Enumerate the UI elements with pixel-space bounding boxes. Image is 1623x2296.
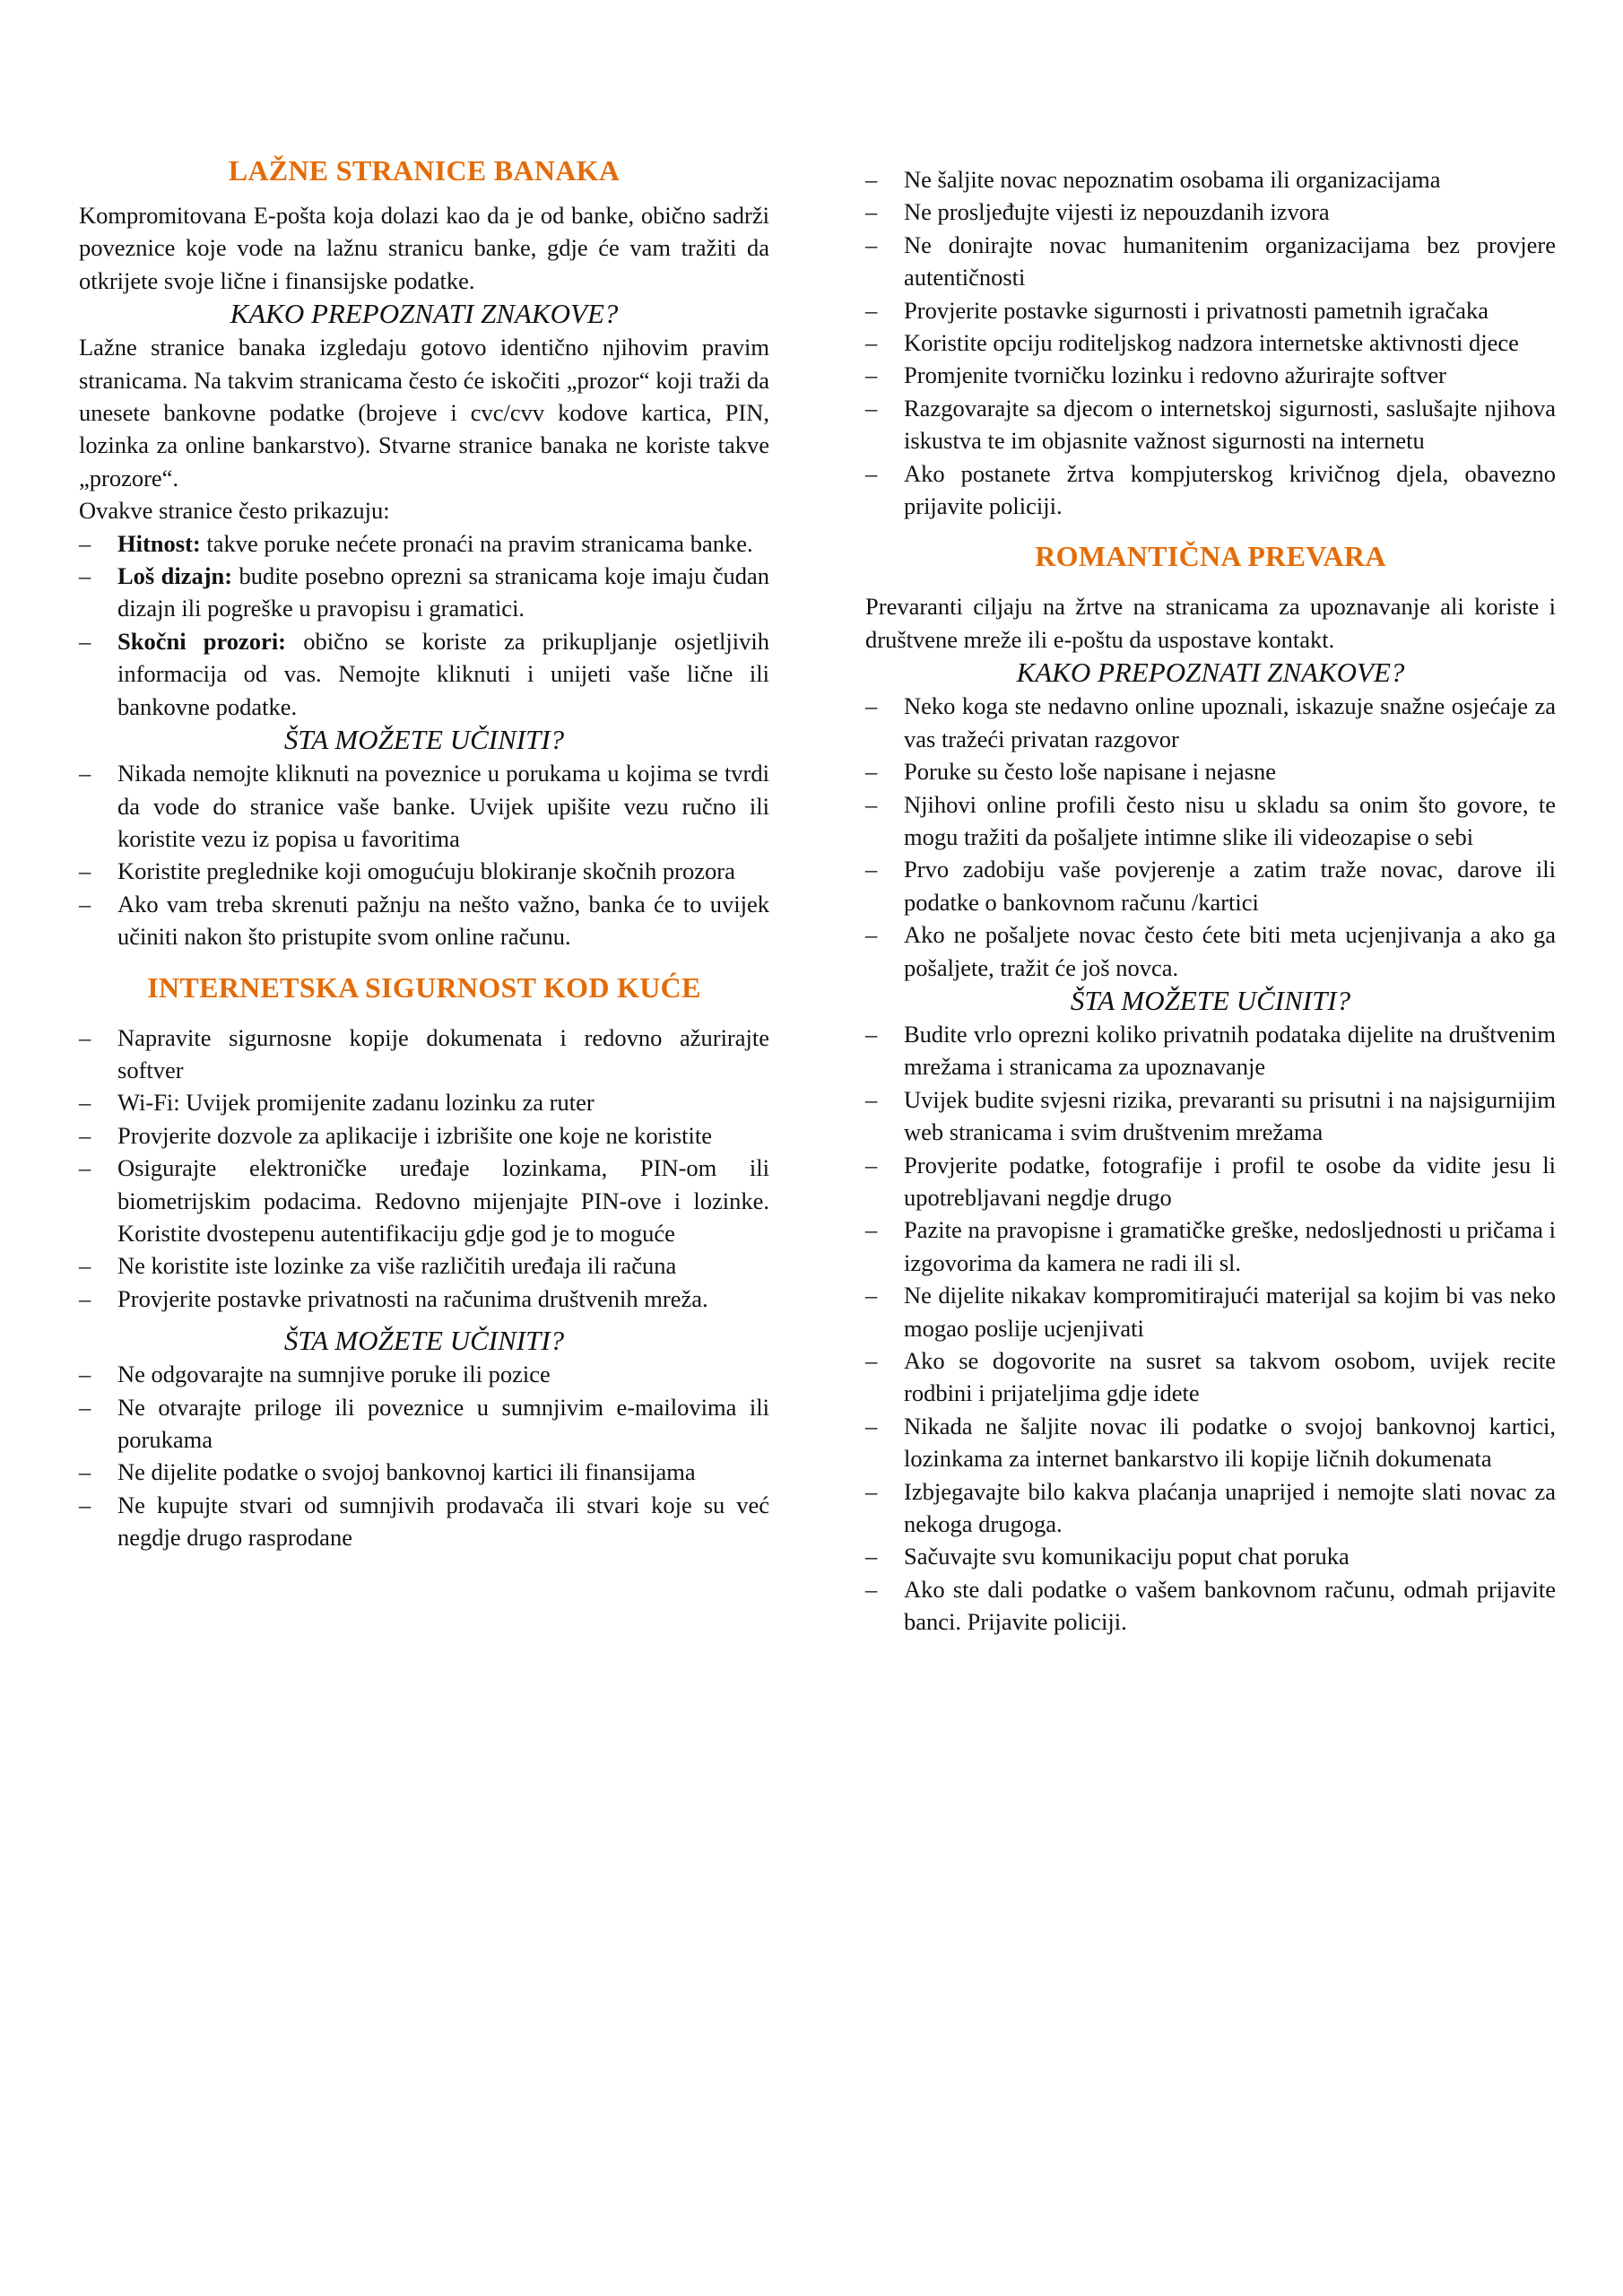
list-item: – Ne dijelite nikakav kompromitirajući materijal sa kojim bi vas neko mogao poslije ucjenjivati <box>865 1279 1556 1344</box>
fake-bank-intro: Kompromitovana E-pošta koja dolazi kao da je od banke, obično sadrži poveznice koje vode na lažnu stranicu banke, gdje će vam tražiti da otkrijete svoje lične i finansijske podatke. <box>79 202 769 294</box>
list-item: – Ne odgovarajte na sumnjive poruke ili pozice <box>79 1358 769 1390</box>
list-item: – Budite vrlo oprezni koliko privatnih podataka dijelite na društvenim mrežama i stranicama za upoznavanje <box>865 1018 1556 1083</box>
term-label: Loš dizajn: <box>117 562 233 590</box>
fake-bank-what-list <box>79 757 769 952</box>
list-item: – Ako postanete žrtva kompjuterskog krivičnog djela, obavezno prijavite policiji. <box>865 457 1556 523</box>
left-column <box>79 151 769 1554</box>
list-item: – Provjerite podatke, fotografije i profil te osobe da vidite jesu li upotrebljavani negdje drugo <box>865 1149 1556 1214</box>
list-item: – Izbjegavajte bilo kakva plaćanja unaprijed i nemojte slati novac za nekoga drugoga. <box>865 1475 1556 1541</box>
list-item: – Ne otvarajte priloge ili poveznice u sumnjivim e-mailovima ili porukama <box>79 1391 769 1457</box>
fake-bank-signs-heading: KAKO PREPOZNATI ZNAKOVE? <box>230 298 619 330</box>
home-security-what-list <box>79 1358 769 1553</box>
list-item: – Uvijek budite svjesni rizika, prevaranti su prisutni i na najsigurnijim web stranicama i svim društvenim mrežama <box>865 1083 1556 1149</box>
list-item <box>79 625 769 723</box>
list-item: – Ne prosljeđujte vijesti iz nepouzdanih izvora <box>865 196 1556 228</box>
list-item: – Nikada nemojte kliknuti na poveznice u porukama u kojima se tvrdi da vode do stranice vaše banke. Uvijek upišite vezu ručno ili koristite vezu iz popisa u favoritima <box>79 757 769 855</box>
list-item: – Koristite preglednike koji omogućuju blokiranje skočnih prozora <box>79 855 769 887</box>
list-item: – Ne šaljite novac nepoznatim osobama ili organizacijama <box>865 163 1556 196</box>
term-label: Hitnost: <box>117 529 201 557</box>
home-security-what-heading: ŠTA MOŽETE UČINITI? <box>283 1325 565 1357</box>
list-item: – Ako se dogovorite na susret sa takvom osobom, uvijek recite rodbini i prijateljima gdje idete <box>865 1344 1556 1410</box>
continued-list <box>865 163 1556 522</box>
list-item: – Provjerite postavke sigurnosti i privatnosti pametnih igračaka <box>865 294 1556 326</box>
list-item: – Razgovarajte sa djecom o internetskoj sigurnosti, saslušajte njihova iskustva te im objasnite važnost sigurnosti na internetu <box>865 392 1556 457</box>
list-item: – Pazite na pravopisne i gramatičke greške, nedosljednosti u pričama i izgovorima da kamera ne radi ili sl. <box>865 1213 1556 1279</box>
home-security-list <box>79 1022 769 1316</box>
list-item: – Ako ste dali podatke o vašem bankovnom računu, odmah prijavite banci. Prijavite policiji. <box>865 1573 1556 1639</box>
list-item: – Napravite sigurnosne kopije dokumenata i redovno ažurirajte softver <box>79 1022 769 1087</box>
list-item: – Osigurajte elektroničke uređaje lozinkama, PIN-om ili biometrijskim podacima. Redovno mijenjajte PIN-ove i lozinke. Koristite dvostepenu autentifikaciju gdje god je to moguće <box>79 1152 769 1249</box>
term-text: takve poruke nećete pronaći na pravim stranicama banke. <box>200 529 753 557</box>
list-item: – Sačuvajte svu komunikaciju poput chat poruka <box>865 1540 1556 1572</box>
list-item: – Prvo zadobiju vaše povjerenje a zatim traže novac, darove ili podatke o bankovnom računu /kartici <box>865 853 1556 918</box>
list-item: – Promjenite tvorničku lozinku i redovno ažurirajte softver <box>865 359 1556 391</box>
romance-signs-list <box>865 690 1556 984</box>
fake-bank-what-heading: ŠTA MOŽETE UČINITI? <box>283 724 565 756</box>
list-item: – Koristite opciju roditeljskog nadzora internetske aktivnosti djece <box>865 326 1556 359</box>
list-item: – Wi-Fi: Uvijek promijenite zadanu lozinku za ruter <box>79 1086 769 1118</box>
romance-intro: Prevaranti ciljaju na žrtve na stranicama za upoznavanje ali koriste i društvene mreže ili e-poštu da uspostave kontakt. <box>865 593 1556 653</box>
list-item: – Neko koga ste nedavno online upoznali, iskazuje snažne osjećaje za vas tražeći privatan razgovor <box>865 690 1556 755</box>
list-item: – Provjerite dozvole za aplikacije i izbrišite one koje ne koristite <box>79 1119 769 1152</box>
list-item: – Ako ne pošaljete novac često ćete biti meta ucjenjivanja a ako ga pošaljete, tražit će još novca. <box>865 918 1556 984</box>
romance-what-heading: ŠTA MOŽETE UČINITI? <box>1070 984 1351 1016</box>
list-item: – Nikada ne šaljite novac ili podatke o svojoj bankovnoj kartici, lozinkama za internet bankarstvo ili kopije ličnih dokumenata <box>865 1410 1556 1475</box>
term-label: Skočni prozori: <box>117 627 287 655</box>
home-security-title: INTERNETSKA SIGURNOST KOD KUĆE <box>147 970 701 1004</box>
term-text: obično se koriste za prikupljanje osjetljivih informacija od vas. Nemojte kliknuti i unijeti vaše lične ili bankovne podatke. <box>117 627 769 720</box>
fake-bank-title: LAŽNE STRANICE BANAKA <box>228 154 621 187</box>
right-column <box>865 163 1556 1639</box>
list-item <box>79 527 769 560</box>
list-item: – Ne dijelite podatke o svojoj bankovnoj kartici ili finansijama <box>79 1456 769 1488</box>
list-item: – Poruke su često loše napisane i nejasne <box>865 755 1556 787</box>
romance-title: ROMANTIČNA PREVARA <box>1035 540 1386 573</box>
romance-signs-heading: KAKO PREPOZNATI ZNAKOVE? <box>1016 657 1405 689</box>
fake-bank-signs-text: Lažne stranice banaka izgledaju gotovo identično njihovim pravim stranicama. Na takvim stranicama često će iskočiti „prozor“ koji traži da unesete bankovne podatke (brojeve i cvc/cvv kodove kartica, PIN, lozinka za online bankarstvo). Stvarne stranice banaka ne koriste takve „prozore“. <box>79 334 769 491</box>
list-item: – Ako vam treba skrenuti pažnju na nešto važno, banka će to uvijek učiniti nakon što pristupite svom online računu. <box>79 888 769 953</box>
list-item <box>79 560 769 625</box>
list-item: – Ne donirajte novac humanitenim organizacijama bez provjere autentičnosti <box>865 229 1556 294</box>
term-text: budite posebno oprezni sa stranicama koje imaju čudan dizajn ili pogreške u pravopisu i gramatici. <box>117 562 769 622</box>
list-item: – Njihovi online profili često nisu u skladu sa onim što govore, te mogu tražiti da pošaljete intimne slike ili videozapise o sebi <box>865 788 1556 854</box>
fake-bank-often-show: Ovakve stranice često prikazuju: <box>79 497 390 525</box>
list-item: – Ne kupujte stvari od sumnjivih prodavača ili stvari koje su već negdje drugo rasprodane <box>79 1489 769 1554</box>
romance-what-list <box>865 1018 1556 1639</box>
list-item: – Provjerite postavke privatnosti na računima društvenih mreža. <box>79 1283 769 1315</box>
list-item: – Ne koristite iste lozinke za više različitih uređaja ili računa <box>79 1249 769 1282</box>
fake-bank-signs-list <box>79 527 769 723</box>
